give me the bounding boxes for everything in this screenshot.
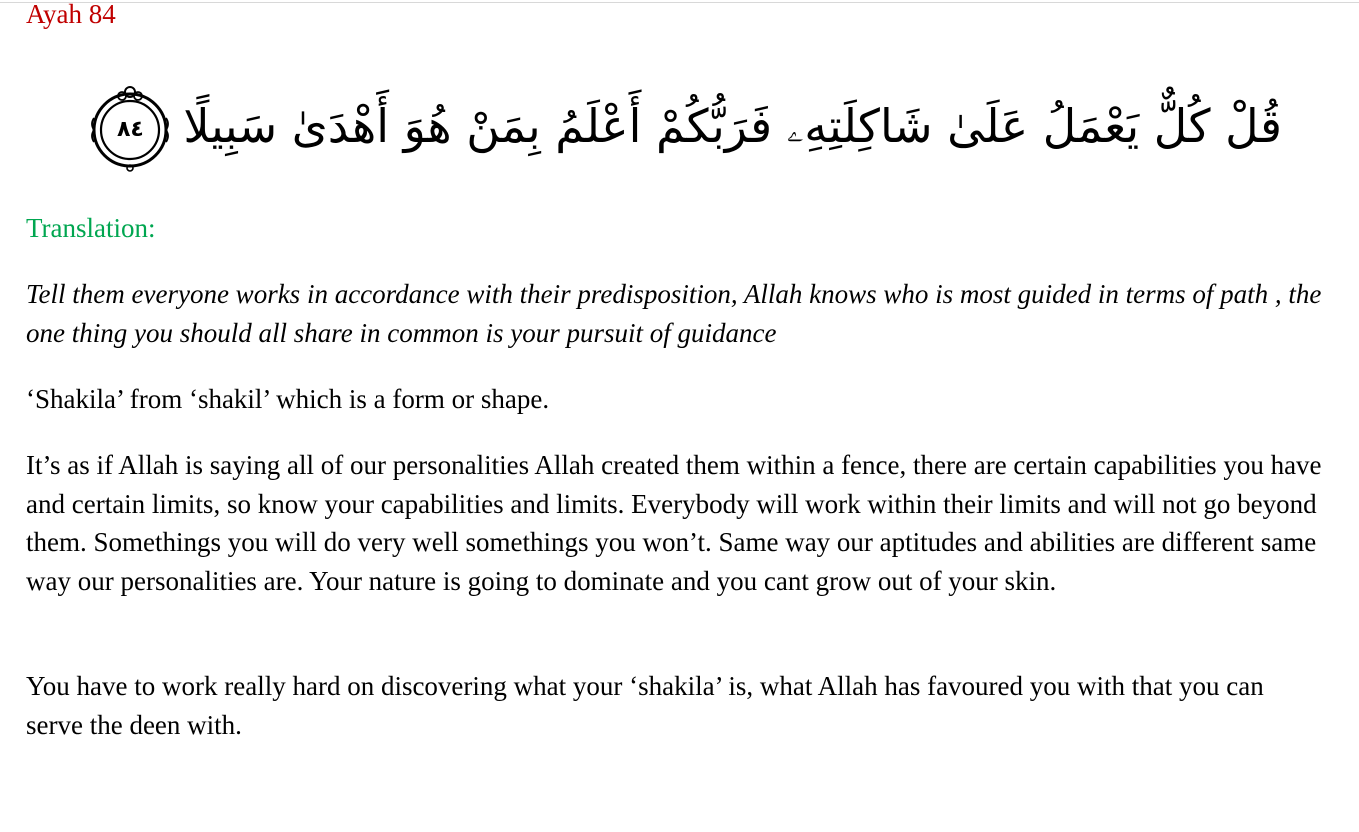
ayah-end-marker <box>89 80 171 172</box>
paragraph-personalities: It’s as if Allah is saying all of our personalities Allah created them within a fence, there are certain capabilities you have and certain limits, so know your capabilities and limits. Everybody will work within their limits and will not go beyond them. Somethings you will do very well somethings you won’t. Same way our aptitudes and abilities are different same way our personalities are. Your nature is going to dominate and you cant grow out of your skin. <box>26 450 1322 596</box>
paragraph-discover-shakila: You have to work really hard on discovering what your ‘shakila’ is, what Allah has favoured you with that you can serve the deen with. <box>26 671 1264 740</box>
ayah-number: ٨٤ <box>116 117 144 142</box>
top-divider <box>0 2 1359 3</box>
translation-label: Translation: <box>26 213 156 243</box>
translation-text: Tell them everyone works in accordance with their predisposition, Allah knows who is most guided in terms of path , the one thing you should all share in common is your pursuit of guidance <box>26 279 1322 348</box>
paragraph-shakila-definition: ‘Shakila’ from ‘shakil’ which is a form or shape. <box>26 384 550 414</box>
arabic-verse-row <box>70 66 1282 186</box>
ayah-heading: Ayah 84 <box>26 0 116 29</box>
arabic-verse-text: قُلْ كُلٌّ يَعْمَلُ عَلَىٰ شَاكِلَتِهِۦ فَرَبُّكُمْ أَعْلَمُ بِمَنْ هُوَ أَهْدَىٰ سَبِيلًا <box>183 99 1282 153</box>
